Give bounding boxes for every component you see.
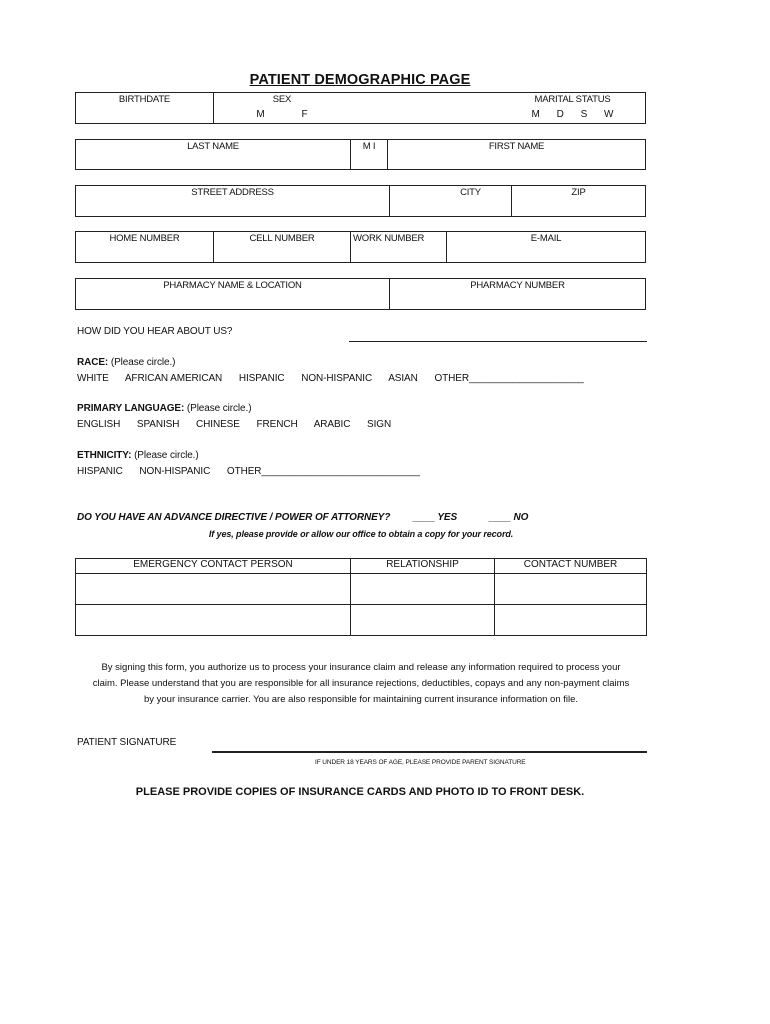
ethnicity-option-non-hispanic[interactable]: NON-HISPANIC: [139, 466, 211, 477]
email-label: E-MAIL: [530, 233, 562, 244]
first-name-label: FIRST NAME: [488, 141, 545, 152]
parent-signature-note: IF UNDER 18 YEARS OF AGE, PLEASE PROVIDE PARENT SIGNATURE: [315, 759, 526, 766]
consent-line-3: by your insurance carrier. You are also responsible for maintaining current insurance information on file.: [143, 694, 579, 705]
language-option-arabic[interactable]: ARABIC: [313, 419, 351, 430]
row-name: [75, 139, 646, 170]
race-option-hispanic[interactable]: HISPANIC: [238, 373, 285, 384]
ethnicity-options: [77, 466, 434, 477]
ethnicity-option-other[interactable]: OTHER_____________________________: [226, 466, 420, 477]
pharmacy-number-field[interactable]: [389, 279, 645, 309]
sex-field[interactable]: [213, 93, 350, 123]
work-number-label: WORK NUMBER: [353, 233, 425, 244]
emergency-contact-header: EMERGENCY CONTACT PERSON: [76, 559, 351, 574]
row-birth-sex-marital: [75, 92, 646, 124]
page-title: PATIENT DEMOGRAPHIC PAGE: [249, 72, 471, 88]
table-row: [76, 605, 647, 636]
emergency-contact-cell[interactable]: [76, 605, 351, 636]
pharmacy-name-label: PHARMACY NAME & LOCATION: [163, 280, 302, 291]
contact-number-cell[interactable]: [495, 574, 647, 605]
email-field[interactable]: [446, 232, 645, 262]
first-name-field[interactable]: [387, 140, 645, 169]
cell-number-label: CELL NUMBER: [249, 233, 315, 244]
zip-field[interactable]: [511, 186, 645, 216]
race-hint: (Please circle.): [110, 357, 176, 368]
work-number-field[interactable]: [350, 232, 446, 262]
race-option-asian[interactable]: ASIAN: [388, 373, 418, 384]
language-options: [77, 419, 405, 430]
ethnicity-option-hispanic[interactable]: HISPANIC: [77, 466, 123, 477]
hear-about-label: HOW DID YOU HEAR ABOUT US?: [77, 326, 233, 337]
marital-status-label: MARITAL STATUS: [534, 94, 611, 105]
ethnicity-label: ETHNICITY:: [77, 450, 132, 461]
ethnicity-heading: [77, 450, 199, 461]
relationship-cell[interactable]: [351, 605, 495, 636]
signature-line[interactable]: [212, 740, 647, 753]
advance-directive-no[interactable]: ____ NO: [489, 512, 529, 523]
home-number-label: HOME NUMBER: [109, 233, 180, 244]
consent-line-2: claim. Please understand that you are responsible for all insurance rejections, deductibles, copays and any non-payment claims: [92, 678, 630, 689]
race-label: RACE:: [77, 357, 109, 368]
contact-number-cell[interactable]: [495, 605, 647, 636]
row-phone-email: [75, 231, 646, 263]
race-option-non-hispanic[interactable]: NON-HISPANIC: [301, 373, 373, 384]
birthdate-label: BIRTHDATE: [118, 94, 171, 105]
marital-status-options: M D S W: [531, 109, 614, 120]
last-name-label: LAST NAME: [187, 141, 239, 152]
race-option-white[interactable]: WHITE: [77, 373, 109, 384]
ethnicity-hint: (Please circle.): [134, 450, 199, 461]
marital-status-field[interactable]: [350, 93, 645, 123]
consent-line-1: By signing this form, you authorize us to process your insurance claim and release any information required to process your: [101, 662, 621, 673]
advance-directive-note: If yes, please provide or allow our office to obtain a copy for your record.: [208, 529, 514, 539]
advance-directive-yes[interactable]: ____ YES: [413, 512, 458, 523]
city-label: CITY: [460, 187, 481, 198]
contact-number-header: CONTACT NUMBER: [495, 559, 647, 574]
language-label: PRIMARY LANGUAGE:: [77, 403, 185, 414]
advance-directive-question: DO YOU HAVE AN ADVANCE DIRECTIVE / POWER OF ATTORNEY?: [77, 512, 391, 523]
birthdate-field[interactable]: [76, 93, 213, 123]
row-address: [75, 185, 646, 217]
language-option-chinese[interactable]: CHINESE: [196, 419, 240, 430]
zip-label: ZIP: [571, 187, 586, 198]
language-option-spanish[interactable]: SPANISH: [136, 419, 180, 430]
row-pharmacy: [75, 278, 646, 310]
race-option-other[interactable]: OTHER_____________________: [434, 373, 584, 384]
last-name-field[interactable]: [76, 140, 350, 169]
hear-about-input-line[interactable]: [349, 330, 647, 342]
city-field[interactable]: [389, 186, 511, 216]
pharmacy-number-label: PHARMACY NUMBER: [470, 280, 565, 291]
patient-signature-label: PATIENT SIGNATURE: [77, 737, 177, 748]
language-option-french[interactable]: FRENCH: [256, 419, 298, 430]
language-hint: (Please circle.): [186, 403, 252, 414]
emergency-contact-table: [75, 558, 647, 636]
table-header-row: [76, 559, 647, 574]
consent-paragraph: [75, 660, 647, 708]
relationship-cell[interactable]: [351, 574, 495, 605]
middle-initial-label: M I: [362, 141, 376, 152]
street-address-label: STREET ADDRESS: [191, 187, 274, 198]
language-option-sign[interactable]: SIGN: [367, 419, 392, 430]
sex-options: M F: [256, 109, 308, 120]
race-option-african-american[interactable]: AFRICAN AMERICAN: [124, 373, 223, 384]
cell-number-field[interactable]: [213, 232, 350, 262]
home-number-field[interactable]: [76, 232, 213, 262]
race-options: [77, 373, 598, 384]
street-address-field[interactable]: [76, 186, 389, 216]
language-option-english[interactable]: ENGLISH: [77, 419, 121, 430]
pharmacy-name-field[interactable]: [76, 279, 389, 309]
footer-instruction: PLEASE PROVIDE COPIES OF INSURANCE CARDS AND PHOTO ID TO FRONT DESK.: [135, 786, 585, 798]
emergency-contact-cell[interactable]: [76, 574, 351, 605]
middle-initial-field[interactable]: [350, 140, 387, 169]
race-heading: [77, 357, 175, 368]
sex-label: SEX: [272, 94, 292, 105]
language-heading: [77, 403, 251, 414]
table-row: [76, 574, 647, 605]
relationship-header: RELATIONSHIP: [351, 559, 495, 574]
